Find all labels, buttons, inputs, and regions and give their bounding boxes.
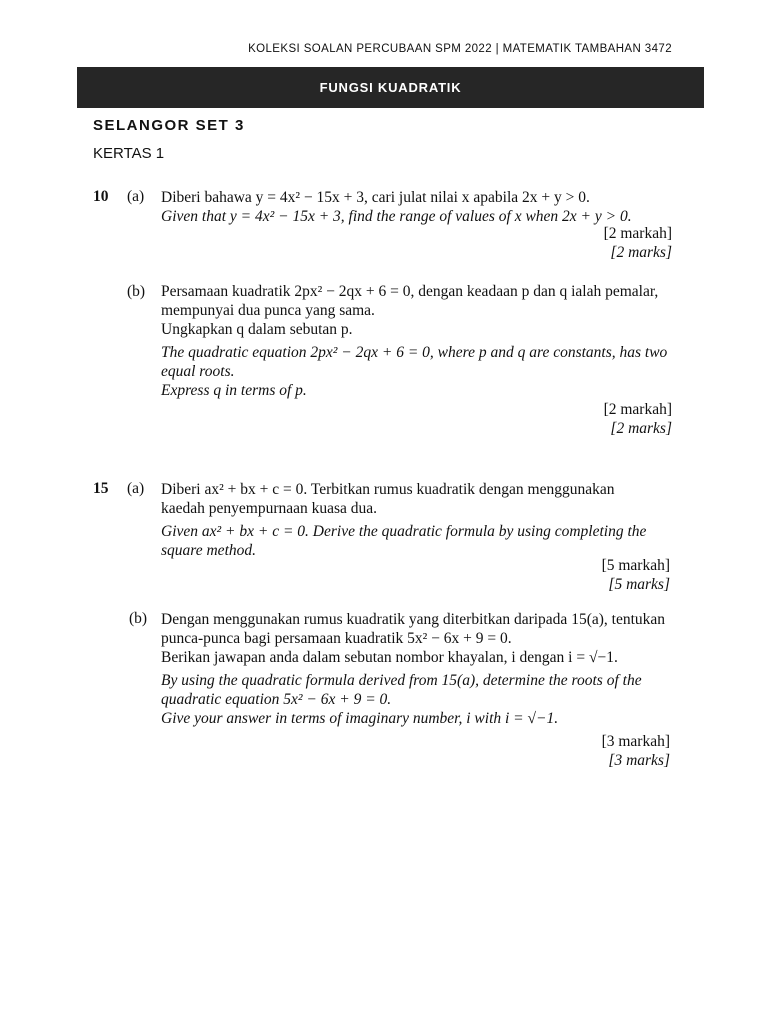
malay-line: mempunyai dua punca yang sama. <box>161 302 375 319</box>
malay-line: punca-punca bagi persamaan kuadratik 5x² − 6x + 9 = 0. <box>161 630 512 647</box>
english-line: Given that y = 4x² − 15x + 3, find the range of values of x when 2x + y > 0. <box>161 208 632 225</box>
question-15b-text <box>161 610 681 728</box>
marks-english: [5 marks] <box>608 576 670 593</box>
question-number: 15 <box>93 480 109 497</box>
part-label: (a) <box>127 480 145 497</box>
topic-banner <box>77 67 704 108</box>
marks-english: [2 marks] <box>610 244 672 261</box>
english-line: quadratic equation 5x² − 6x + 9 = 0. <box>161 691 392 708</box>
malay-line: kaedah penyempurnaan kuasa dua. <box>161 500 378 517</box>
english-line: equal roots. <box>161 363 235 380</box>
marks-english: [3 marks] <box>608 752 670 769</box>
question-10b-text <box>161 282 681 400</box>
topic-title: FUNGSI KUADRATIK <box>319 80 462 95</box>
document-header: KOLEKSI SOALAN PERCUBAAN SPM 2022 | MATEMATIK TAMBAHAN 3472 <box>248 43 672 55</box>
part-label: (b) <box>127 283 146 300</box>
marks-15b <box>480 732 670 770</box>
english-line: Given ax² + bx + c = 0. Derive the quadratic formula by using completing the <box>161 523 647 540</box>
question-number: 10 <box>93 188 109 205</box>
english-line: The quadratic equation 2px² − 2qx + 6 = 0, where p and q are constants, has two <box>161 344 668 361</box>
english-line: Give your answer in terms of imaginary number, i with i = √−1. <box>161 710 559 727</box>
marks-malay: [5 markah] <box>601 557 670 574</box>
marks-10b <box>480 400 672 438</box>
marks-10a <box>480 224 672 262</box>
malay-line: Diberi bahawa y = 4x² − 15x + 3, cari julat nilai x apabila 2x + y > 0. <box>161 189 590 206</box>
question-15a-text <box>161 480 681 560</box>
marks-malay: [2 markah] <box>603 401 672 418</box>
english-line: square method. <box>161 542 256 559</box>
malay-line: Berikan jawapan anda dalam sebutan nombor khayalan, i dengan i = √−1. <box>161 649 618 666</box>
marks-english: [2 marks] <box>610 420 672 437</box>
part-label: (a) <box>127 188 145 205</box>
question-10a-text <box>161 188 681 226</box>
malay-line: Ungkapkan q dalam sebutan p. <box>161 321 353 338</box>
malay-line: Persamaan kuadratik 2px² − 2qx + 6 = 0, dengan keadaan p dan q ialah pemalar, <box>161 283 659 300</box>
set-title: SELANGOR SET 3 <box>93 117 245 134</box>
english-line: By using the quadratic formula derived from 15(a), determine the roots of the <box>161 672 642 689</box>
marks-malay: [2 markah] <box>603 225 672 242</box>
part-label: (b) <box>129 610 148 627</box>
english-line: Express q in terms of p. <box>161 382 307 399</box>
malay-line: Diberi ax² + bx + c = 0. Terbitkan rumus kuadratik dengan menggunakan <box>161 481 615 498</box>
malay-line: Dengan menggunakan rumus kuadratik yang diterbitkan daripada 15(a), tentukan <box>161 611 666 628</box>
marks-15a <box>480 556 670 594</box>
paper-label: KERTAS 1 <box>93 145 165 162</box>
marks-malay: [3 markah] <box>601 733 670 750</box>
